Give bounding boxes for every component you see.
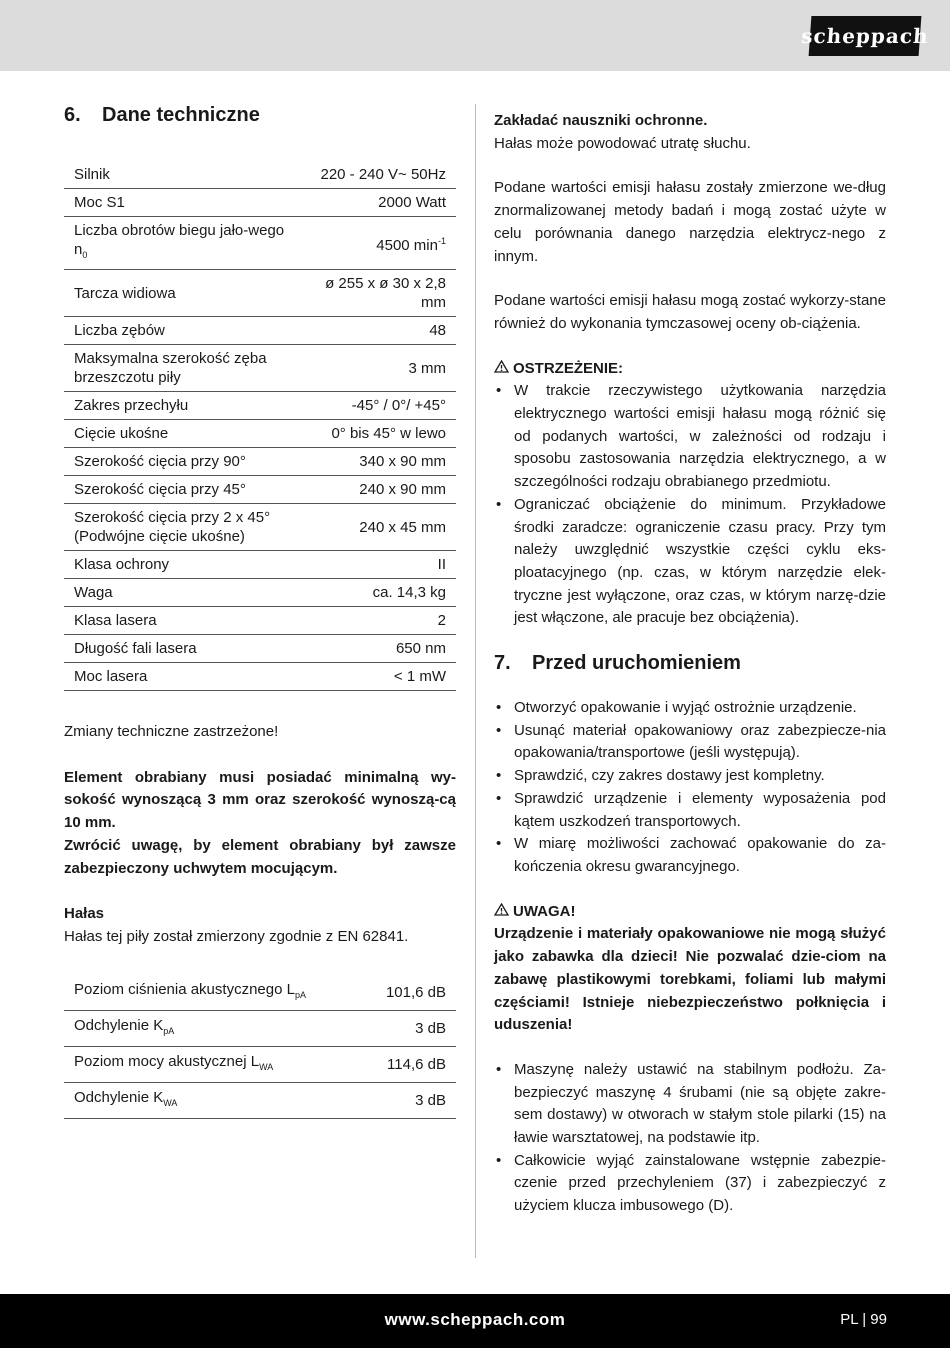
spec-value: 650 nm (299, 635, 456, 663)
table-row (64, 392, 456, 420)
warning-title: OSTRZEŻENIE: (513, 359, 624, 377)
brand-logo: scheppach (809, 16, 922, 56)
table-row (64, 317, 456, 345)
list-item: • Ograniczać obciążenie do minimum. Przykładowe środki zaradcze: ograniczenie czasu pracy. Przy tym należy uwzględnić wszystkie części cyklu eks-ploatacyjnego (np. czas, w którym narzędzie elek-tryczne jest wyłączone, oraz czas, w którym narzę-dzie jest włączone, ale pracuje bez obciążenia). (494, 494, 886, 630)
attention-heading (494, 901, 886, 924)
attention-title: UWAGA! (513, 902, 576, 920)
list-item: • Całkowicie wyjąć zainstalowane wstępnie zabezpie-czenie przed przechyleniem (37) i zabezpieczyć z użyciem klucza imbusowego (D). (494, 1150, 886, 1218)
spec-value: 3 mm (299, 345, 456, 392)
noise-table (64, 975, 456, 1119)
warning-heading (494, 358, 886, 381)
noise-intro: Hałas tej piły został zmierzony zgodnie z EN 62841. (64, 927, 409, 945)
spec-value: 220 - 240 V~ 50Hz (299, 161, 456, 189)
emission-paragraph-1: Podane wartości emisji hałasu zostały zmierzone we-dług znormalizowanej metody badań i mogą zostać użyte w celu porównania danego narzędzia elektrycz-nego z innym. (494, 179, 886, 265)
clamp-note: Zwrócić uwagę, by element obrabiany był zawsze zabezpieczony uchwytem mocującym. (64, 836, 456, 877)
header-bar (0, 0, 950, 71)
table-row (64, 1082, 456, 1118)
list-item: • W trakcie rzeczywistego użytkowania narzędzia elektrycznego wartości emisji hałasu mogą różnić się od podanych wartości, w zależności od rodzaju i sposobu zastosowania narzędzia elektrycznego, a w szczególności rodzaju obrabianego przedmiotu. (494, 380, 886, 494)
section-title: Przed uruchomieniem (532, 652, 741, 675)
spec-value: 240 x 90 mm (299, 476, 456, 504)
spec-label: Szerokość cięcia przy 90° (64, 448, 299, 476)
spec-value: ø 255 x ø 30 x 2,8 mm (299, 270, 456, 317)
workpiece-note: Element obrabiany musi posiadać minimalną wy-sokość wynoszącą 3 mm oraz szerokość wynoszą-cą 10 mm. (64, 768, 456, 832)
spec-label: Cięcie ukośne (64, 420, 299, 448)
table-row (64, 270, 456, 317)
section-number: 6. (64, 104, 81, 126)
page-number: PL | 99 (840, 1311, 887, 1328)
spec-label: Maksymalna szerokość zęba brzeszczotu piły (64, 345, 299, 392)
table-row (64, 476, 456, 504)
changes-note: Zmiany techniczne zastrzeżone! (64, 723, 279, 740)
setup-list (494, 1059, 886, 1218)
spec-label: Szerokość cięcia przy 2 x 45° (Podwójne cięcie ukośne) (64, 504, 299, 551)
noise-value: 114,6 dB (361, 1046, 456, 1082)
spec-value: 2000 Watt (299, 189, 456, 217)
spec-label: Tarcza widiowa (64, 270, 299, 317)
table-row (64, 448, 456, 476)
attention-text: Urządzenie i materiały opakowaniowe nie mogą służyć jako zabawka dla dzieci! Nie pozwalać dzie-ciom na zabawę plastikowymi torebkami, foliami lub małymi częściami! Istnieje niebezpieczeństwo połknięcia i uduszenia! (494, 925, 886, 1034)
section-7-heading (494, 652, 886, 675)
spec-value: II (299, 551, 456, 579)
spec-value: 340 x 90 mm (299, 448, 456, 476)
table-row (64, 663, 456, 691)
spec-label: Długość fali lasera (64, 635, 299, 663)
noise-value: 3 dB (361, 1082, 456, 1118)
spec-value: -45° / 0°/ +45° (299, 392, 456, 420)
spec-table (64, 161, 456, 691)
ear-protection-title: Zakładać nauszniki ochronne. (494, 112, 708, 129)
spec-value: < 1 mW (299, 663, 456, 691)
spec-label: Klasa ochrony (64, 551, 299, 579)
ear-protection-text: Hałas może powodować utratę słuchu. (494, 134, 751, 152)
noise-value: 3 dB (361, 1010, 456, 1046)
column-divider (475, 104, 476, 1258)
section-title: Dane techniczne (102, 104, 260, 126)
table-row (64, 504, 456, 551)
list-item: • W miarę możliwości zachować opakowanie do za-kończenia okresu gwarancyjnego. (494, 833, 886, 878)
spec-label: Silnik (64, 161, 299, 189)
noise-value: 101,6 dB (361, 975, 456, 1011)
warning-triangle-icon (494, 358, 509, 381)
warning-triangle-icon (494, 901, 509, 924)
spec-value: 48 (299, 317, 456, 345)
emission-paragraph-2: Podane wartości emisji hałasu mogą zostać wykorzy-stane również do wykonania tymczasowej oceny ob-ciążenia. (494, 292, 886, 332)
list-item: • Usunąć materiał opakowaniowy oraz zabezpiecze-nia opakowania/transportowe (jeśli występują). (494, 720, 886, 765)
spec-value: 240 x 45 mm (299, 504, 456, 551)
footer-url[interactable]: www.scheppach.com (384, 1310, 566, 1329)
table-row (64, 607, 456, 635)
spec-label: Waga (64, 579, 299, 607)
spec-label: Moc lasera (64, 663, 299, 691)
spec-label: Liczba obrotów biegu jało-wego $n_0$ (64, 217, 299, 270)
warning-list (494, 380, 886, 630)
table-row (64, 975, 456, 1011)
spec-label: Liczba zębów (64, 317, 299, 345)
list-item: • Sprawdzić urządzenie i elementy wyposażenia pod kątem uszkodzeń transportowych. (494, 788, 886, 833)
left-column (64, 104, 456, 1119)
spec-label: Moc S1 (64, 189, 299, 217)
list-item: • Otworzyć opakowanie i wyjąć ostrożnie urządzenie. (494, 697, 886, 720)
right-column (494, 110, 886, 1218)
footer-bar (0, 1294, 950, 1348)
table-row (64, 635, 456, 663)
table-row (64, 551, 456, 579)
table-row (64, 420, 456, 448)
spec-value: 2 (299, 607, 456, 635)
noise-label: Odchylenie $K_{WA}$ (64, 1082, 361, 1118)
spec-label: Klasa lasera (64, 607, 299, 635)
spec-label: Zakres przechyłu (64, 392, 299, 420)
table-row (64, 345, 456, 392)
noise-title: Hałas (64, 905, 105, 923)
table-row (64, 189, 456, 217)
table-row (64, 161, 456, 189)
list-item: • Maszynę należy ustawić na stabilnym podłożu. Za-bezpieczyć maszynę 4 śrubami (nie są objęte zakre-sem dostawy) w otworach w stałym stole pilarki (15) na ławie warsztatowej, na podstawie itp. (494, 1059, 886, 1150)
preparation-list (494, 697, 886, 879)
table-row (64, 1010, 456, 1046)
spec-value: ca. 14,3 kg (299, 579, 456, 607)
section-number: 7. (494, 652, 511, 675)
table-row (64, 579, 456, 607)
noise-label: Poziom mocy akustycznej $L_{WA}$ (64, 1046, 361, 1082)
spec-value: 4500 $\min^{-1}$ (299, 217, 456, 270)
list-item: • Sprawdzić, czy zakres dostawy jest kompletny. (494, 765, 886, 788)
noise-label: Odchylenie $K_{pA}$ (64, 1010, 361, 1046)
spec-value: 0° bis 45° w lewo (299, 420, 456, 448)
noise-label: Poziom ciśnienia akustycznego $L_{pA}$ (64, 975, 361, 1011)
section-6-heading (64, 104, 456, 127)
table-row (64, 217, 456, 270)
spec-label: Szerokość cięcia przy 45° (64, 476, 299, 504)
table-row (64, 1046, 456, 1082)
